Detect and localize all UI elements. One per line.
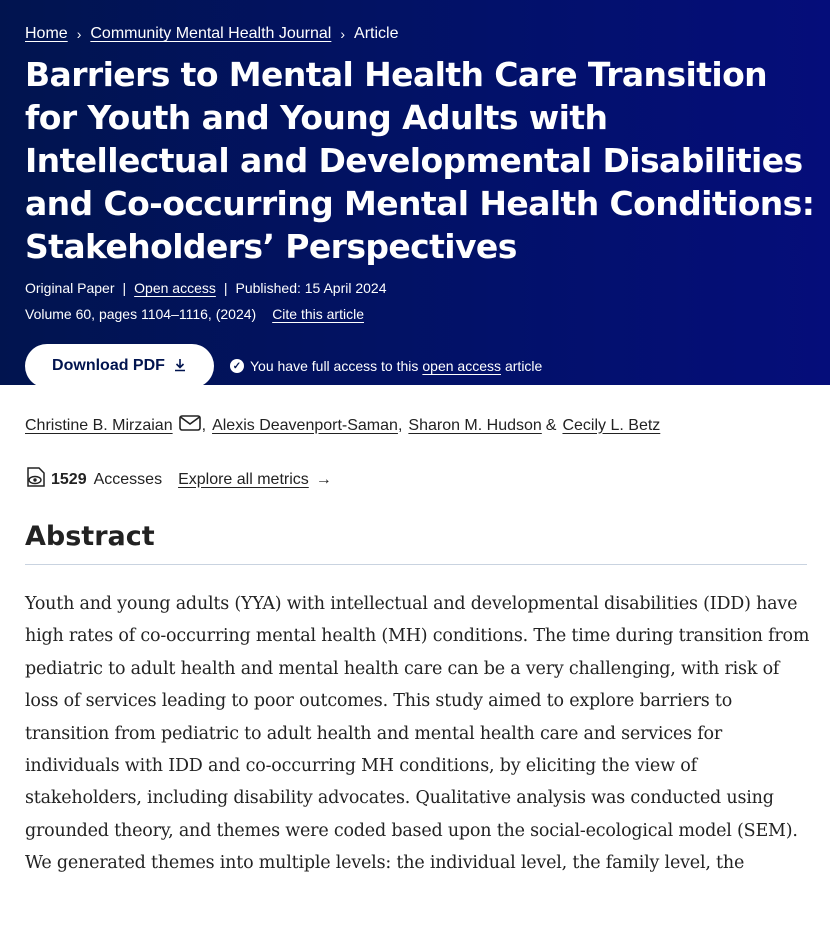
volume-info: Volume 60, pages 1104–1116, (2024): [25, 306, 257, 322]
author-separator: &: [545, 416, 557, 434]
author-link[interactable]: Alexis Deavenport-Saman: [212, 416, 398, 434]
check-circle-icon: ✓: [230, 359, 244, 373]
meta-divider: |: [122, 280, 127, 296]
breadcrumb: [25, 23, 806, 45]
open-access-info-link[interactable]: open access: [422, 358, 501, 374]
abstract-body: [0, 588, 830, 880]
article-title: Barriers to Mental Health Care Transition for Youth and Young Adults with Intellectual and Developmental Disabilities and Co-occurring Mental Health Conditions: Stakeholders’ Perspectives: [25, 55, 815, 266]
chevron-right-icon: ›: [340, 26, 346, 42]
article-type: Original Paper: [25, 280, 115, 296]
eye-icon: [25, 466, 47, 493]
breadcrumb-current: Article: [354, 25, 399, 42]
arrow-right-icon: →: [315, 470, 332, 488]
author-link[interactable]: Cecily L. Betz: [562, 416, 661, 434]
article-metrics: [0, 466, 830, 493]
download-icon: [173, 358, 187, 375]
download-pdf-button[interactable]: [25, 344, 214, 388]
article-header: [0, 0, 830, 385]
open-access-link[interactable]: Open access: [134, 280, 216, 296]
author-list: [0, 415, 830, 436]
meta-divider: |: [223, 280, 228, 296]
access-text-suffix: article: [504, 358, 543, 374]
article-meta: [25, 280, 806, 296]
explore-metrics-link[interactable]: Explore all metrics: [178, 470, 309, 488]
download-pdf-label: Download PDF: [52, 357, 165, 374]
article-citation-meta: [25, 306, 806, 322]
abstract-section: [0, 521, 830, 565]
cite-article-link[interactable]: Cite this article: [272, 306, 364, 322]
author-link[interactable]: Christine B. Mirzaian: [25, 416, 173, 434]
breadcrumb-journal-link[interactable]: Community Mental Health Journal: [90, 25, 332, 42]
access-text-prefix: You have full access to this: [250, 358, 419, 374]
author-link[interactable]: Sharon M. Hudson: [408, 416, 542, 434]
abstract-heading: Abstract: [25, 521, 807, 565]
published-date: Published: 15 April 2024: [235, 280, 387, 296]
breadcrumb-home-link[interactable]: Home: [25, 25, 68, 42]
chevron-right-icon: ›: [76, 26, 82, 42]
abstract-text: Youth and young adults (YYA) with intellectual and developmental disabilities (IDD) have high rates of co-occurring mental health (MH) conditions. The time during transition from pediatric to adult health and mental health care can be a very challenging, with risk of loss of services leading to poor outcomes. This study aimed to explore barriers to transition from pediatric to adult health and mental health care and services for individuals with IDD and co-occurring MH conditions, by eliciting the view of stakeholders, including disability advocates. Qualitative analysis was conducted using grounded theory, and themes were coded based upon the social-ecological model (SEM). We generated themes into multiple levels: the individual level, the family level, the: [25, 594, 810, 874]
author-separator: ,: [201, 416, 207, 434]
access-status: [230, 358, 542, 374]
author-separator: ,: [397, 416, 403, 434]
email-icon[interactable]: [179, 415, 201, 436]
article-actions: [25, 344, 806, 388]
accesses-count: 1529: [51, 470, 87, 488]
accesses-label: Accesses: [93, 470, 163, 488]
